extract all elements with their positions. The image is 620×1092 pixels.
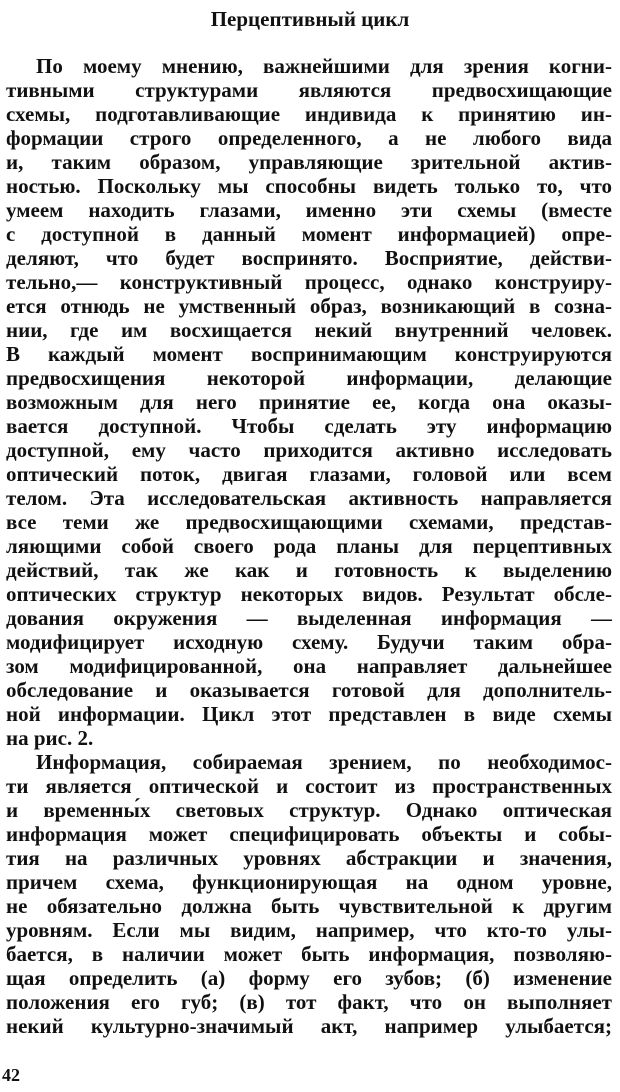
text-line: схемы, подготавливающие индивида к принятию ин- [6,102,612,126]
text-line: тия на различных уровнях абстракции и значения, [6,846,612,870]
text-line: предвосхищения некоторой информации, делающие [6,366,612,390]
text-line: на рис. 2. [6,726,94,750]
text-line: Информация, собираемая зрением, по необходимос- [36,750,612,774]
text-line: с доступной в данный момент информацией) опре- [6,222,612,246]
text-line: уровням. Если мы видим, например, что кто-то улы- [6,918,612,942]
text-line: обследование и оказывается готовой для дополнитель- [6,678,612,702]
text-line: причем схема, функционирующая на одном уровне, [6,870,612,894]
text-line: ностью. Поскольку мы способны видеть только то, что [6,174,612,198]
text-line: деляют, что будет воспринято. Восприятие, действи- [6,246,612,270]
page-number: 42 [2,1065,20,1085]
text-line: нии, где им восхищается некий внутренний человек. [6,318,612,342]
text-line: возможным для него принятие ее, когда она оказы- [6,390,612,414]
text-line: По моему мнению, важнейшими для зрения когни- [36,54,612,78]
text-line: вается доступной. Чтобы сделать эту информацию [6,414,612,438]
paragraph-1 [6,54,612,750]
text-line: все теми же предвосхищающими схемами, представ- [6,510,612,534]
text-line: оптический поток, двигая глазами, головой или всем [6,462,612,486]
text-line: бается, в наличии может быть информация, позволяю- [6,942,612,966]
text-line: некий культурно-значимый акт, например улыбается; [6,1014,612,1038]
text-line: действий, так же как и готовность к выделению [6,558,612,582]
text-line: зом модифицированной, она направляет дальнейшее [6,654,612,678]
text-line: ти является оптической и состоит из пространственных [6,774,612,798]
text-line: и временны́х световых структур. Однако оптическая [6,798,612,822]
text-line: информация может специфицировать объекты и собы- [6,822,612,846]
text-line: В каждый момент воспринимающим конструируются [6,342,612,366]
text-line: и, таким образом, управляющие зрительной актив- [6,150,612,174]
text-line: телом. Эта исследовательская активность направляется [6,486,612,510]
text-line: оптических структур некоторых видов. Результат обсле- [6,582,612,606]
text-line: щая определить (а) форму его зубов; (б) изменение [6,966,612,990]
text-line: ной информации. Цикл этот представлен в виде схемы [6,702,612,726]
text-line: тельно,— конструктивный процесс, однако конструиру- [6,270,612,294]
body-text [6,54,612,1038]
text-line: тивными структурами являются предвосхищающие [6,78,612,102]
paragraph-2 [6,750,612,1038]
text-line: ется отнюдь не умственный образ, возникающий в созна- [6,294,612,318]
text-line: дования окружения — выделенная информация — [6,606,612,630]
text-line: формации строго определенного, а не любого вида [6,126,612,150]
text-line: ляющими собой своего рода планы для перцептивных [6,534,612,558]
text-line: положения его губ; (в) тот факт, что он выполняет [6,990,612,1014]
text-line: модифицирует исходную схему. Будучи таким обра- [6,630,612,654]
section-heading: Перцептивный цикл [210,7,410,31]
text-line: доступной, ему часто приходится активно исследовать [6,438,612,462]
text-line: умеем находить глазами, именно эти схемы (вместе [6,198,612,222]
text-line: не обязательно должна быть чувствительной к другим [6,894,612,918]
